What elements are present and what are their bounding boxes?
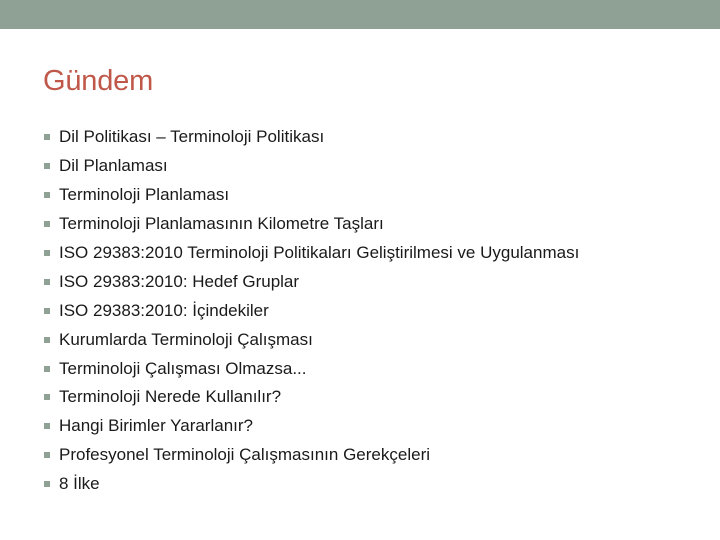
list-item (44, 325, 579, 354)
square-bullet-icon (44, 163, 50, 169)
top-accent-bar (0, 0, 720, 29)
square-bullet-icon (44, 192, 50, 198)
list-item-text: Dil Politikası – Terminoloji Politikası (59, 127, 325, 147)
list-item (44, 267, 579, 296)
square-bullet-icon (44, 250, 50, 256)
list-item-text: Hangi Birimler Yararlanır? (59, 416, 253, 436)
list-item-text: 8 İlke (59, 474, 100, 494)
square-bullet-icon (44, 423, 50, 429)
square-bullet-icon (44, 481, 50, 487)
list-item (44, 239, 579, 268)
list-item (44, 181, 579, 210)
list-item-text: ISO 29383:2010: Hedef Gruplar (59, 271, 300, 291)
list-item-text: Terminoloji Nerede Kullanılır? (59, 387, 282, 407)
list-item (44, 441, 579, 470)
square-bullet-icon (44, 366, 50, 372)
list-item (44, 383, 579, 412)
list-item-text: Terminoloji Planlamasının Kilometre Taşları (59, 214, 384, 234)
list-item (44, 152, 579, 181)
square-bullet-icon (44, 337, 50, 343)
square-bullet-icon (44, 221, 50, 227)
square-bullet-icon (44, 279, 50, 285)
square-bullet-icon (44, 452, 50, 458)
list-item (44, 354, 579, 383)
list-item-text: Dil Planlaması (59, 156, 168, 176)
list-item (44, 412, 579, 441)
list-item-text: Terminoloji Planlaması (59, 185, 230, 205)
list-item-text: Terminoloji Çalışması Olmazsa... (59, 358, 307, 378)
square-bullet-icon (44, 134, 50, 140)
list-item-text: Profesyonel Terminoloji Çalışmasının Gerekçeleri (59, 445, 431, 465)
square-bullet-icon (44, 308, 50, 314)
agenda-list (44, 123, 579, 499)
list-item (44, 210, 579, 239)
list-item-text: ISO 29383:2010: İçindekiler (59, 300, 269, 320)
list-item-text: Kurumlarda Terminoloji Çalışması (59, 329, 313, 349)
list-item (44, 296, 579, 325)
list-item (44, 123, 579, 152)
list-item (44, 470, 579, 499)
slide-title: Gündem (43, 65, 154, 97)
list-item-text: ISO 29383:2010 Terminoloji Politikaları Geliştirilmesi ve Uygulanması (59, 243, 580, 262)
square-bullet-icon (44, 394, 50, 400)
